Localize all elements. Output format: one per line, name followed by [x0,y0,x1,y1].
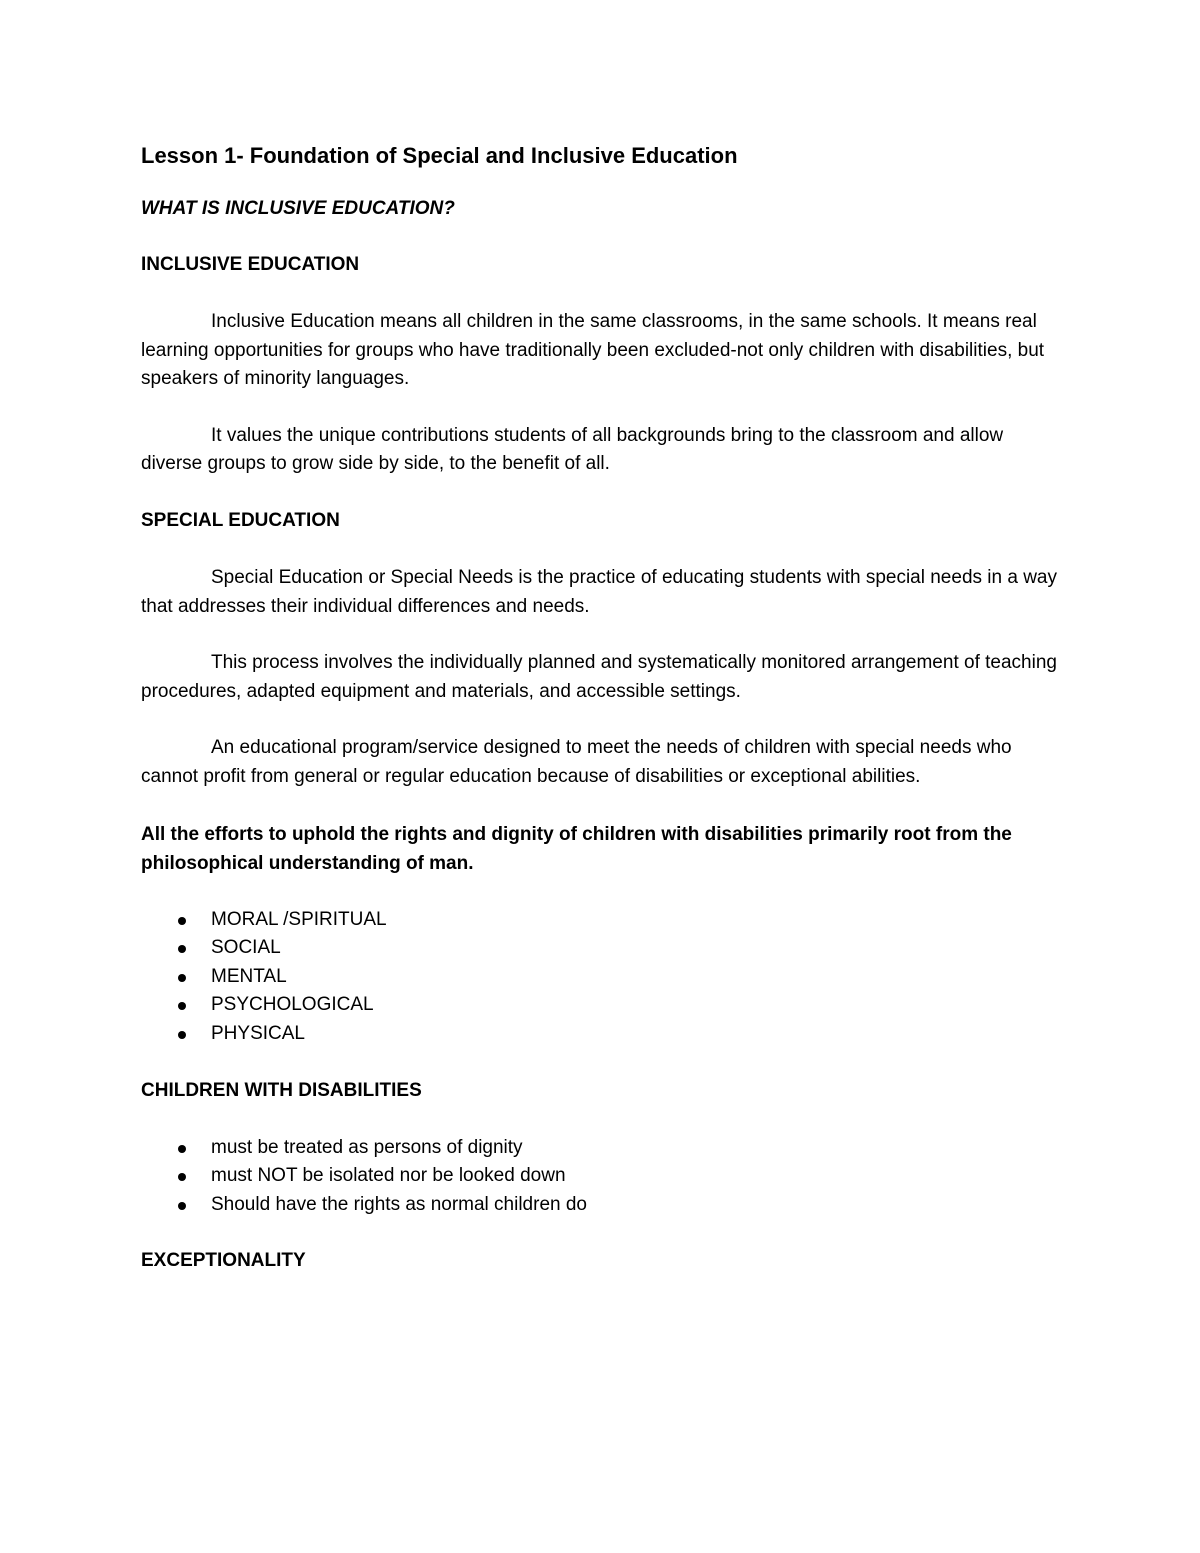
bullet-icon [178,945,186,953]
list-item-label: SOCIAL [211,937,281,959]
special-education-heading: SPECIAL EDUCATION [141,509,340,531]
bullet-icon [178,1145,186,1153]
efforts-statement: All the efforts to uphold the rights and dignity of children with disabilities primarily root from the philosophical understanding of man. [141,823,1012,874]
bullet-icon [178,974,186,982]
subtitle: WHAT IS INCLUSIVE EDUCATION? [141,198,455,219]
bullet-icon [178,1173,186,1181]
bullet-icon [178,1202,186,1210]
list-item-label: Should have the rights as normal children do [211,1193,588,1215]
list-item-label: PSYCHOLOGICAL [211,994,374,1016]
list-item [141,934,1066,963]
bullet-icon [178,1002,186,1010]
list-item-label: MENTAL [211,965,287,987]
list-item [141,1020,1066,1049]
list-item-label: MORAL /SPIRITUAL [211,908,387,930]
lesson-title: Lesson 1- Foundation of Special and Inclusive Education [141,143,738,168]
list-item [141,1191,1066,1220]
special-paragraph-3: An educational program/service designed to meet the needs of children with special needs who cannot profit from general or regular education because of disabilities or exceptional abilities. [141,737,1012,787]
list-item-label: must NOT be isolated nor be looked down [211,1165,566,1187]
inclusive-education-heading: INCLUSIVE EDUCATION [141,254,360,275]
bullet-icon [178,917,186,925]
inclusive-paragraph-2: It values the unique contributions students of all backgrounds bring to the classroom and allow diverse groups to grow side by side, to the benefit of all. [141,424,1004,475]
list-item [141,963,1066,992]
children-list [141,1134,1066,1220]
list-item [141,1134,1066,1163]
document-page [141,140,1066,1275]
inclusive-paragraph-1: Inclusive Education means all children in the same classrooms, in the same schools. It means real learning opportunities for groups who have traditionally been excluded-not only children with disabilities, but speakers of minority languages. [141,311,1045,390]
list-item [141,1162,1066,1191]
special-paragraph-1: Special Education or Special Needs is the practice of educating students with special needs in a way that addresses their individual differences and needs. [141,566,1057,617]
list-item [141,906,1066,935]
list-item-label: PHYSICAL [211,1022,305,1044]
bullet-icon [178,1031,186,1039]
children-with-disabilities-heading: CHILDREN WITH DISABILITIES [141,1079,422,1101]
exceptionality-heading: EXCEPTIONALITY [141,1250,306,1272]
understanding-list [141,906,1066,1049]
list-item [141,991,1066,1020]
list-item-label: must be treated as persons of dignity [211,1136,523,1158]
special-paragraph-2: This process involves the individually planned and systematically monitored arrangement of teaching procedures, adapted equipment and materials, and accessible settings. [141,652,1057,702]
